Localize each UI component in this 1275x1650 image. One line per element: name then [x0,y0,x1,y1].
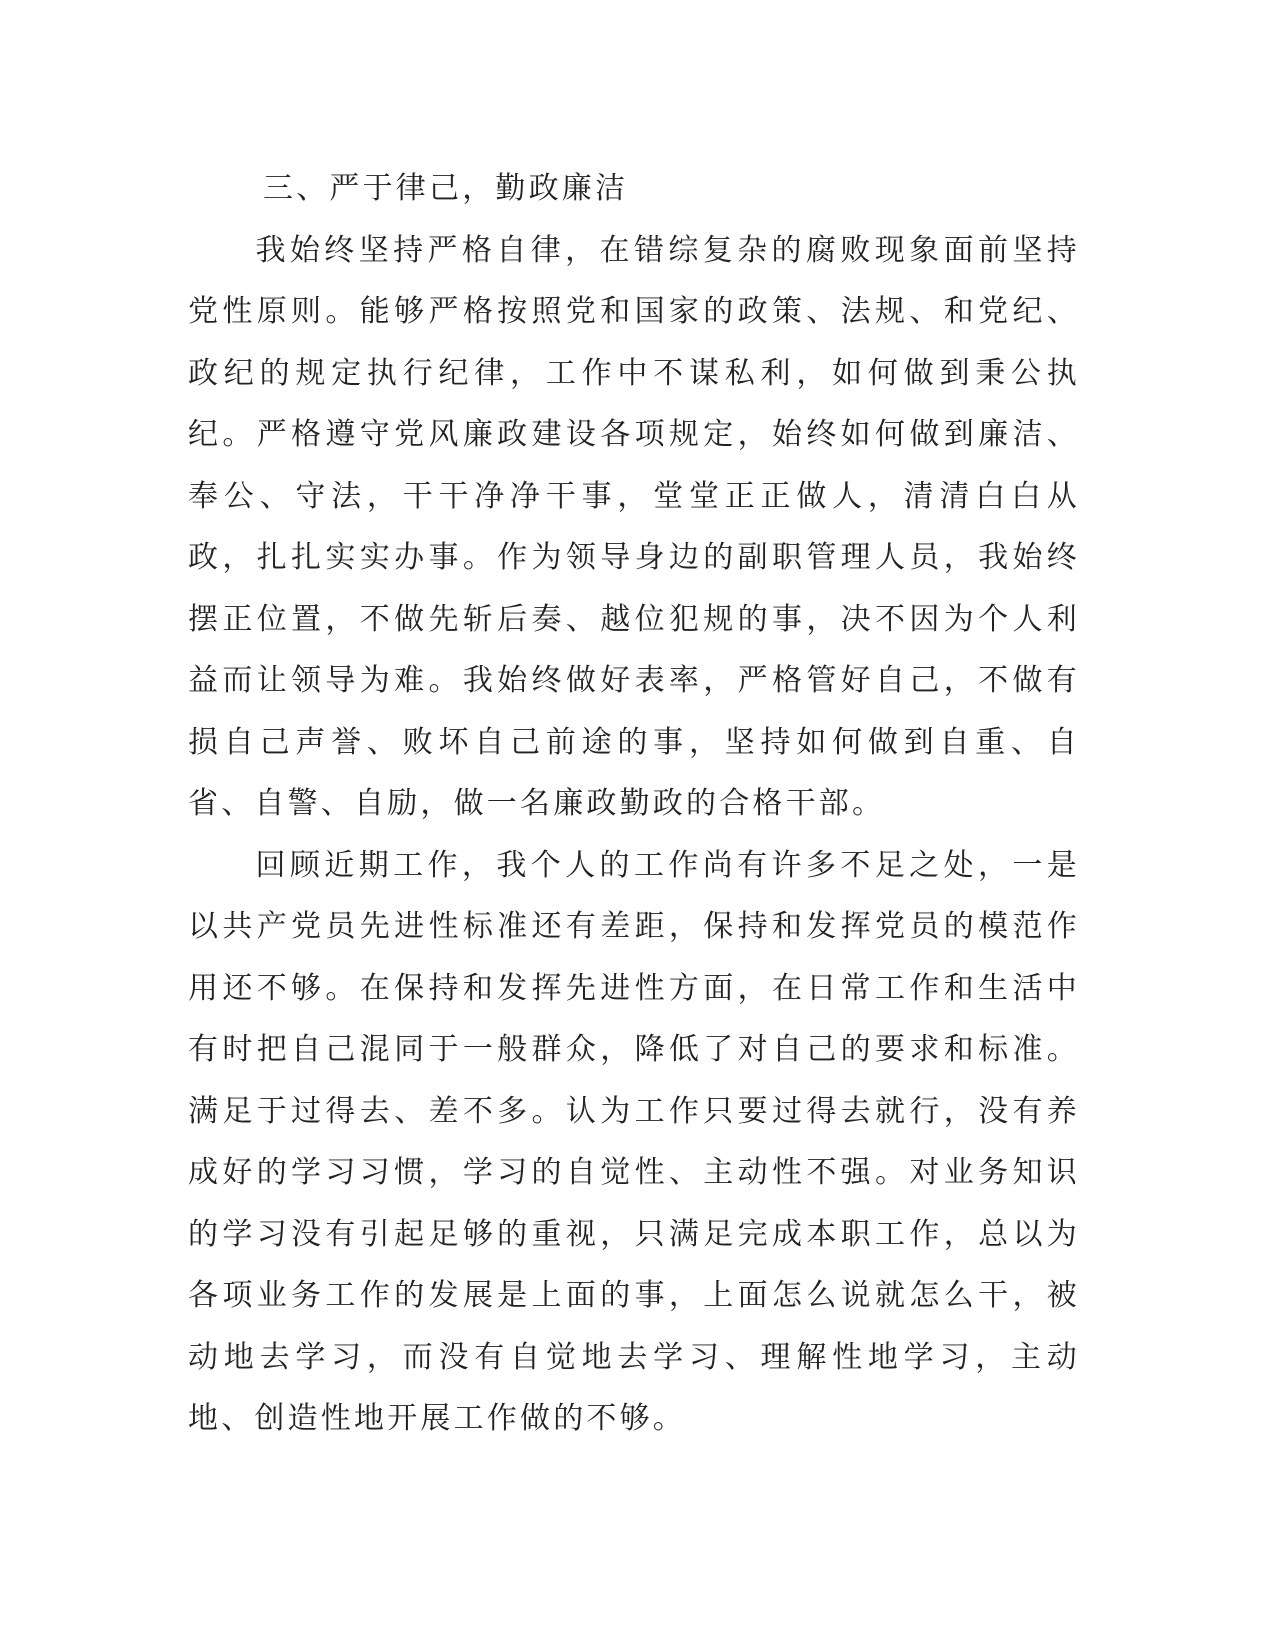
paragraph-shortcomings: 回顾近期工作，我个人的工作尚有许多不足之处，一是以共产党员先进性标准还有差距，保持和发挥党员的模范作用还不够。在保持和发挥先进性方面，在日常工作和生活中有时把自己混同于一般群众，降低了对自己的要求和标准。满足于过得去、差不多。认为工作只要过得去就行，没有养成好的学习习惯，学习的自觉性、主动性不强。对业务知识的学习没有引起足够的重视，只满足完成本职工作，总以为各项业务工作的发展是上面的事，上面怎么说就怎么干，被动地去学习，而没有自觉地去学习、理解性地学习，主动地、创造性地开展工作做的不够。 [188,847,1080,1436]
paragraph-self-discipline: 我始终坚持严格自律，在错综复杂的腐败现象面前坚持党性原则。能够严格按照党和国家的政策、法规、和党纪、政纪的规定执行纪律，工作中不谋私利，如何做到秉公执纪。严格遵守党风廉政建设各项规定，始终如何做到廉洁、奉公、守法，干干净净干事，堂堂正正做人，清清白白从政，扎扎实实办事。作为领导身边的副职管理人员，我始终摆正位置，不做先斩后奏、越位犯规的事，决不因为个人利益而让领导为难。我始终做好表率，严格管好自己，不做有损自己声誉、败坏自己前途的事，坚持如何做到自重、自省、自警、自励，做一名廉政勤政的合格干部。 [188,232,1080,821]
section-heading: 三、严于律己，勤政廉洁 [263,171,629,206]
document-body [188,158,1080,1450]
